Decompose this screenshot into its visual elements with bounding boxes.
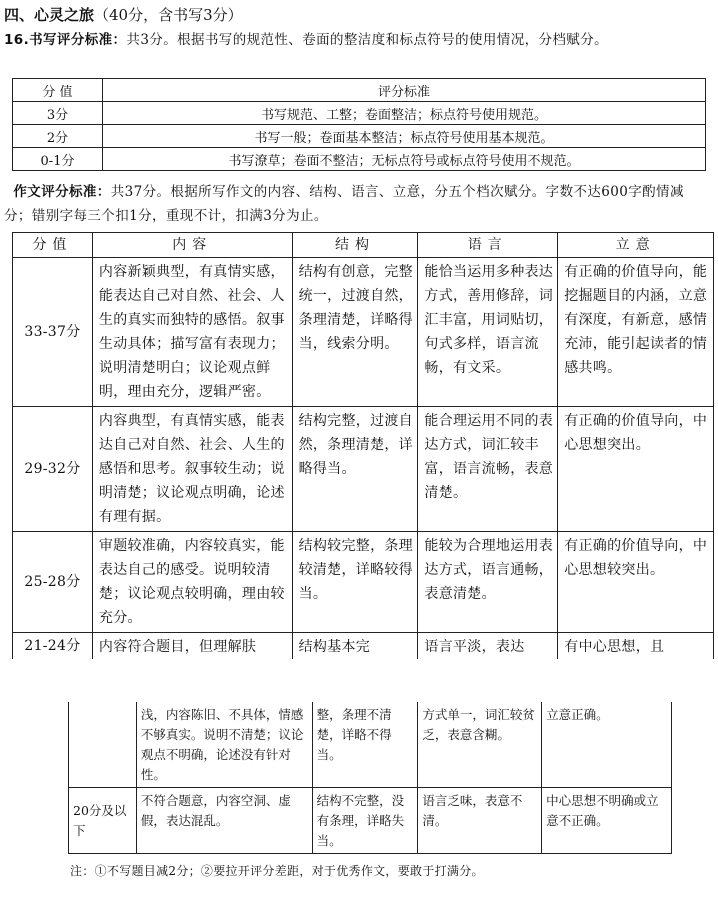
content-cell: 内容符合题目，但理解肤 bbox=[92, 633, 292, 660]
handwriting-score-table bbox=[12, 78, 706, 171]
score-cell: 3分 bbox=[13, 102, 103, 125]
content-cell: 浅，内容陈旧、不具体，情感不够真实。说明不清楚；议论观点不明确，论述没有针对性。 bbox=[136, 702, 312, 788]
header-language: 语言 bbox=[418, 233, 558, 258]
theme-cell: 有正确的价值导向，能挖掘题目的内涵，立意有深度，有新意，感情充沛，能引起读者的情感共鸣。 bbox=[558, 258, 714, 407]
theme-cell: 有正确的价值导向，中心思想突出。 bbox=[558, 407, 714, 532]
theme-cell: 有正确的价值导向，中心思想较突出。 bbox=[558, 532, 714, 633]
language-cell: 语言乏味，表意不清。 bbox=[418, 788, 542, 854]
structure-cell: 结构不完整，没有条理，详略失当。 bbox=[312, 788, 418, 854]
structure-cell: 整，条理不清楚，详略不得当。 bbox=[312, 702, 418, 788]
criteria-cell: 书写潦草；卷面不整洁；无标点符号或标点符号使用不规范。 bbox=[103, 148, 706, 171]
language-cell: 能恰当运用多种表达方式，善用修辞，词汇丰富，用词贴切，句式多样，语言流畅，有文采。 bbox=[418, 258, 558, 407]
table-row bbox=[69, 702, 672, 788]
essay-text: 共37分。根据所写作文的内容、结构、语言、立意，分五个档次赋分。字数不达600字酌情减分；错别字每三个扣1分，重现不计，扣满3分为止。 bbox=[4, 184, 684, 224]
header-theme: 立意 bbox=[558, 233, 714, 258]
table-row bbox=[13, 148, 706, 171]
handwriting-text: 共3分。根据书写的规范性、卷面的整洁度和标点符号的使用情况，分档赋分。 bbox=[126, 32, 609, 48]
theme-cell: 中心思想不明确或立意不正确。 bbox=[542, 788, 672, 854]
theme-cell: 立意正确。 bbox=[542, 702, 672, 788]
criteria-cell: 书写一般；卷面基本整洁；标点符号使用基本规范。 bbox=[103, 125, 706, 148]
section-title bbox=[4, 4, 243, 25]
language-cell: 方式单一，词汇较贫乏，表意含糊。 bbox=[418, 702, 542, 788]
handwriting-label: 16.书写评分标准： bbox=[4, 32, 127, 48]
score-cell: 20分及以下 bbox=[69, 788, 137, 854]
essay-score-table-continued bbox=[68, 702, 672, 854]
table-row bbox=[69, 788, 672, 854]
score-cell bbox=[69, 702, 137, 788]
content-cell: 不符合题意，内容空洞、虚假，表达混乱。 bbox=[136, 788, 312, 854]
score-cell: 25-28分 bbox=[13, 532, 93, 633]
score-cell: 33-37分 bbox=[13, 258, 93, 407]
structure-cell: 结构基本完 bbox=[292, 633, 418, 660]
criteria-cell: 书写规范、工整；卷面整洁；标点符号使用规范。 bbox=[103, 102, 706, 125]
content-cell: 内容新颖典型，有真情实感，能表达自己对自然、社会、人生的真实而独特的感悟。叙事生动具体；描写富有表现力；说明清楚明白；议论观点鲜明，理由充分，逻辑严密。 bbox=[92, 258, 292, 407]
header-score: 分 值 bbox=[13, 79, 103, 102]
table-row bbox=[13, 407, 714, 532]
content-cell: 审题较准确，内容较真实，能表达自己的感受。说明较清楚；议论观点较明确，理由较充分。 bbox=[92, 532, 292, 633]
structure-cell: 结构完整，过渡自然，条理清楚，详略得当。 bbox=[292, 407, 418, 532]
table-row bbox=[13, 125, 706, 148]
language-cell: 语言平淡，表达 bbox=[418, 633, 558, 660]
score-cell: 29-32分 bbox=[13, 407, 93, 532]
table-row bbox=[13, 258, 714, 407]
table-row bbox=[13, 532, 714, 633]
table-header-row bbox=[13, 79, 706, 102]
header-score: 分值 bbox=[13, 233, 93, 258]
score-cell: 21-24分 bbox=[13, 633, 93, 660]
essay-score-table bbox=[12, 232, 714, 659]
structure-cell: 结构有创意，完整统一，过渡自然，条理清楚，详略得当，线索分明。 bbox=[292, 258, 418, 407]
header-content: 内容 bbox=[92, 233, 292, 258]
theme-cell: 有中心思想，且 bbox=[558, 633, 714, 660]
handwriting-criteria-paragraph bbox=[4, 28, 710, 52]
table-row bbox=[13, 102, 706, 125]
header-structure: 结构 bbox=[292, 233, 418, 258]
score-cell: 0-1分 bbox=[13, 148, 103, 171]
language-cell: 能合理运用不同的表达方式，词汇较丰富，语言流畅，表意清楚。 bbox=[418, 407, 558, 532]
content-cell: 内容典型，有真情实感，能表达自己对自然、社会、人生的感悟和思考。叙事较生动；说明清楚；议论观点明确，论述有理有据。 bbox=[92, 407, 292, 532]
score-cell: 2分 bbox=[13, 125, 103, 148]
section-title-text: 四、心灵之旅 bbox=[4, 6, 95, 24]
structure-cell: 结构较完整，条理较清楚，详略较得当。 bbox=[292, 532, 418, 633]
essay-label: 作文评分标准： bbox=[13, 184, 111, 200]
language-cell: 能较为合理地运用表达方式，语言通畅，表意清楚。 bbox=[418, 532, 558, 633]
footnote: 注：①不写题目减2分；②要拉开评分差距，对于优秀作文，要敢于打满分。 bbox=[70, 864, 484, 878]
essay-criteria-paragraph bbox=[4, 180, 710, 228]
table-row bbox=[13, 633, 714, 660]
table-header-row bbox=[13, 233, 714, 258]
header-criteria: 评分标准 bbox=[103, 79, 706, 102]
section-score: （40分，含书写3分） bbox=[94, 6, 243, 24]
